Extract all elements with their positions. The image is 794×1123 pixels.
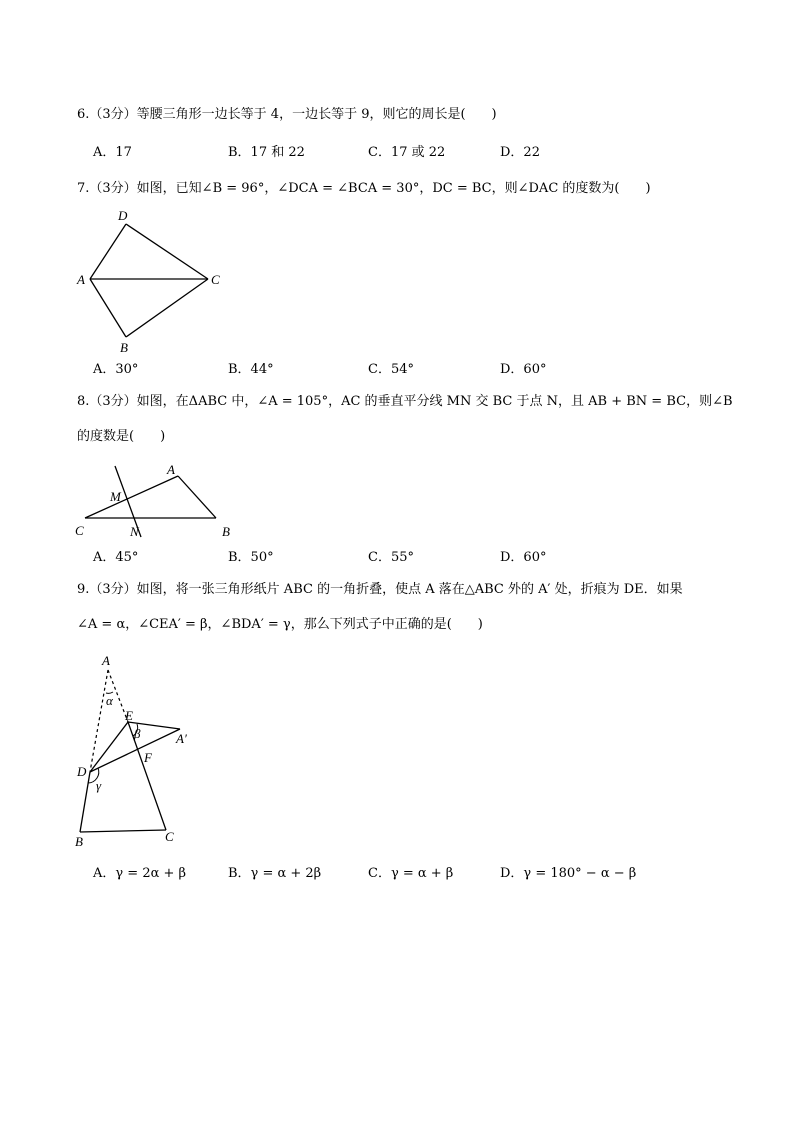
question-8-option-b[interactable]: B．50° (228, 550, 274, 565)
segment-bc (80, 830, 166, 832)
question-9-option-c[interactable]: C．γ = α + β (368, 866, 454, 881)
question-9-stem-line-1: 9.（3分）如图，将一张三角形纸片 ABC 的一角折叠，使点 A 落在△ABC 外的 A′ 处，折痕为 DE．如果 (77, 582, 683, 597)
question-9-option-b[interactable]: B．γ = α + 2β (228, 866, 322, 881)
label-c: C (211, 272, 220, 287)
label-beta: β (134, 726, 141, 741)
label-c: C (165, 829, 174, 844)
question-6-stem: 6.（3分）等腰三角形一边长等于 4，一边长等于 9，则它的周长是( ) (77, 107, 497, 122)
label-b: B (120, 340, 128, 355)
question-9-option-a[interactable]: A．γ = 2α + β (93, 866, 187, 881)
label-gamma: γ (96, 778, 102, 793)
label-e: E (125, 708, 133, 723)
segment-ab (178, 476, 216, 518)
triangle-bisector-diagram (72, 458, 242, 543)
label-a: A (77, 272, 85, 287)
question-7-stem: 7.（3分）如图，已知∠B = 96°，∠DCA = ∠BCA = 30°，DC = BC，则∠DAC 的度数为( ) (77, 181, 651, 196)
fold-line-de (90, 722, 128, 772)
question-8-stem-line-2: 的度数是( ) (77, 429, 166, 444)
label-f: F (144, 750, 152, 765)
question-7-option-d[interactable]: D．60° (500, 362, 547, 377)
question-7-figure (70, 205, 240, 364)
label-d: D (118, 208, 128, 223)
segment-ab (90, 279, 126, 337)
question-6-option-a[interactable]: A．17 (93, 145, 132, 160)
label-a-prime: A′ (176, 731, 187, 746)
question-9-figure (70, 650, 210, 854)
question-8-option-a[interactable]: A．45° (93, 550, 139, 565)
label-d: D (77, 764, 87, 779)
dashed-segment-ad (90, 670, 108, 772)
segment-bc (126, 279, 208, 337)
folded-triangle-diagram (70, 650, 210, 850)
question-6-option-c[interactable]: C．17 或 22 (368, 145, 446, 160)
label-a: A (167, 462, 175, 477)
segment-db (80, 772, 90, 832)
question-8-option-c[interactable]: C．55° (368, 550, 414, 565)
label-alpha: α (106, 693, 113, 708)
question-9-option-d[interactable]: D．γ = 180° − α − β (500, 866, 637, 881)
segment-ad (90, 224, 126, 279)
label-n: N (130, 524, 139, 539)
question-8-figure (72, 458, 242, 547)
question-8-stem-line-1: 8.（3分）如图，在ΔABC 中，∠A = 105°，AC 的垂直平分线 MN 交 BC 于点 N，且 AB + BN = BC，则∠B (77, 394, 733, 409)
question-6-option-d[interactable]: D．22 (500, 145, 540, 160)
question-7-option-a[interactable]: A．30° (93, 362, 139, 377)
segment-dc (126, 224, 208, 279)
label-b: B (75, 834, 83, 849)
question-7-option-c[interactable]: C．54° (368, 362, 414, 377)
label-c: C (75, 523, 84, 538)
label-b: B (222, 524, 230, 539)
quadrilateral-diagram (70, 205, 240, 360)
question-6-option-b[interactable]: B．17 和 22 (228, 145, 305, 160)
label-a: A (102, 653, 110, 668)
question-8-option-d[interactable]: D．60° (500, 550, 547, 565)
question-7-option-b[interactable]: B．44° (228, 362, 274, 377)
label-m: M (110, 489, 121, 504)
question-9-stem-line-2: ∠A = α，∠CEA′ = β，∠BDA′ = γ，那么下列式子中正确的是( ) (77, 617, 483, 632)
